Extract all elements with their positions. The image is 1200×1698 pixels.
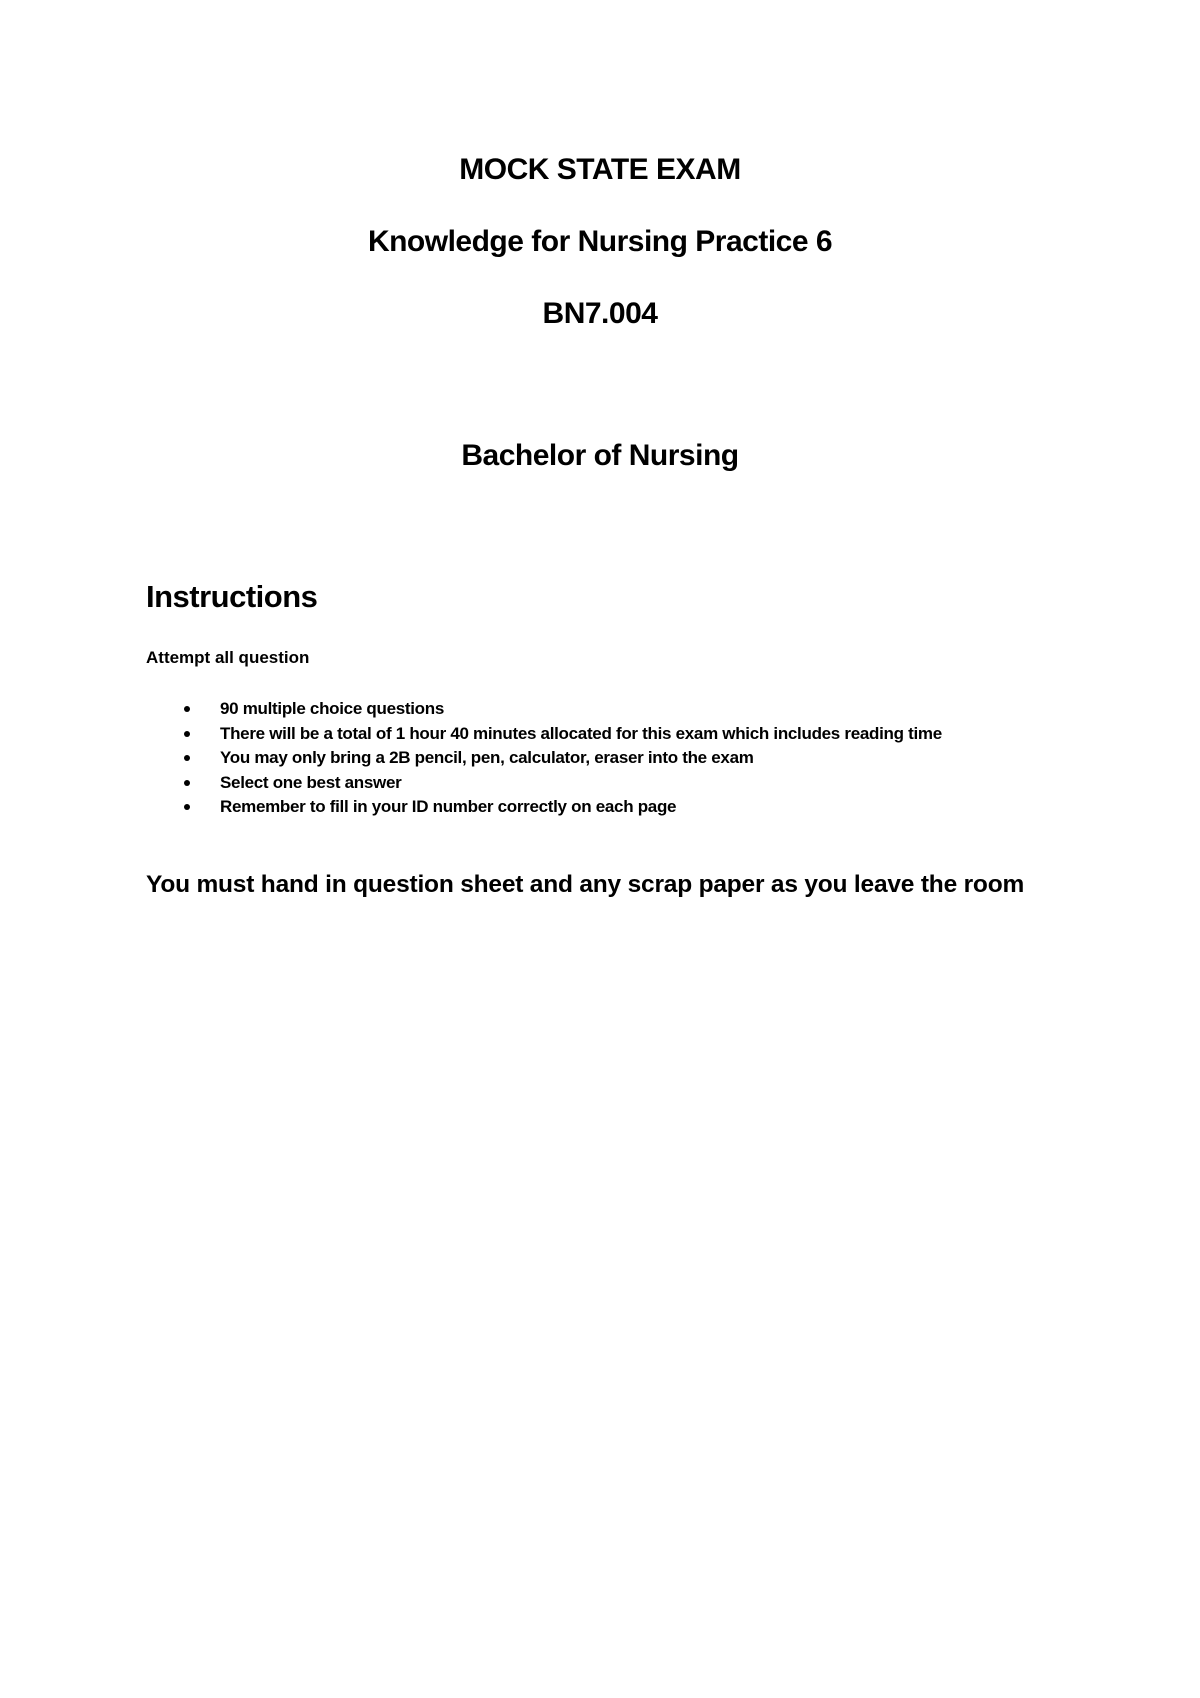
bullet-icon <box>184 755 190 761</box>
list-item <box>146 722 942 747</box>
list-item-text: 90 multiple choice questions <box>220 699 444 718</box>
list-item <box>146 771 942 796</box>
bullet-icon <box>184 731 190 737</box>
list-item-text: You may only bring a 2B pencil, pen, calculator, eraser into the exam <box>220 748 754 767</box>
course-code: BN7.004 <box>542 297 658 330</box>
course-title: Knowledge for Nursing Practice 6 <box>367 225 833 258</box>
list-item-text: Select one best answer <box>220 772 402 792</box>
list-item <box>146 697 942 722</box>
program-title: Bachelor of Nursing <box>461 439 739 472</box>
instructions-heading: Instructions <box>146 579 318 614</box>
list-item <box>146 746 942 771</box>
list-item <box>146 795 942 820</box>
bullet-icon <box>184 780 190 786</box>
bullet-icon <box>184 706 190 712</box>
instructions-intro: Attempt all question <box>146 648 310 667</box>
exam-title: MOCK STATE EXAM <box>459 153 741 186</box>
instructions-list <box>146 697 942 820</box>
list-item-text: There will be a total of 1 hour 40 minutes allocated for this exam which includes reading time <box>220 723 942 743</box>
bullet-icon <box>184 804 190 810</box>
closing-note: You must hand in question sheet and any scrap paper as you leave the room <box>146 871 1025 898</box>
list-item-text: Remember to fill in your ID number correctly on each page <box>220 797 677 816</box>
